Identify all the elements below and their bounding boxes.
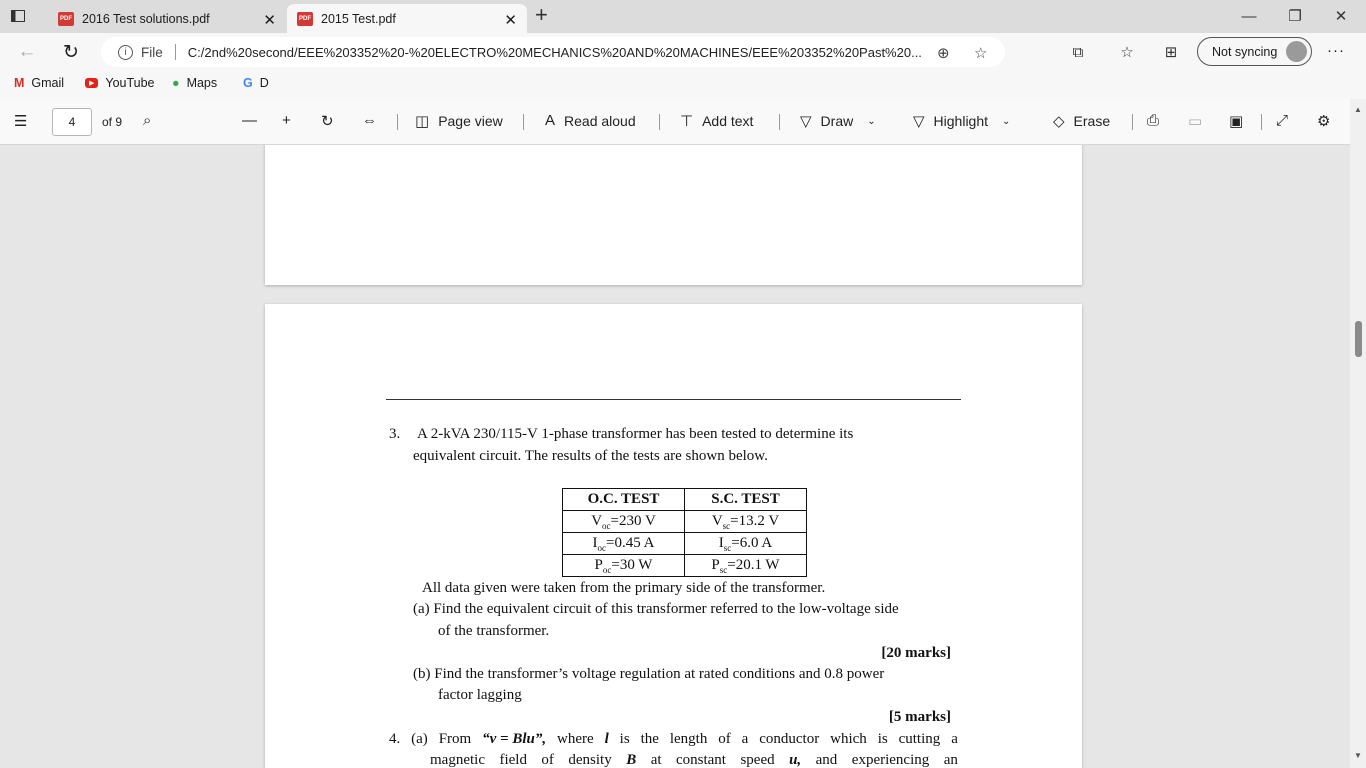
print-icon[interactable]: ⎙ <box>1147 112 1160 129</box>
tab-actions-icon[interactable] <box>8 6 28 26</box>
address-bar <box>0 33 1366 71</box>
more-options-icon[interactable]: ··· <box>1327 42 1345 59</box>
minimize-button[interactable]: — <box>1241 7 1257 25</box>
draw-label: Draw <box>820 113 854 129</box>
cell-value: =20.1 W <box>727 556 780 573</box>
maps-pin-icon: ● <box>172 76 180 90</box>
table-cell <box>685 511 807 533</box>
table-cell <box>563 555 685 577</box>
word: 4. <box>389 731 401 747</box>
data-note: All data given were taken from the primary side of the transformer. <box>422 580 826 596</box>
scroll-down-icon[interactable]: ▼ <box>1354 751 1362 760</box>
page-view-label: Page view <box>438 113 503 129</box>
word: the <box>640 731 659 747</box>
bookmark-label: D <box>259 76 269 90</box>
word: From <box>438 731 472 747</box>
word: (a) <box>411 731 428 747</box>
question-4-line2 <box>430 752 958 768</box>
divider <box>523 114 524 130</box>
word: cutting <box>898 731 941 747</box>
highlight-label: Highlight <box>933 113 989 129</box>
page-total: of 9 <box>102 115 123 129</box>
highlight-button[interactable] <box>913 112 1010 130</box>
word: at <box>650 752 662 768</box>
google-icon: G <box>243 76 253 90</box>
pdf-icon: PDF <box>58 12 74 26</box>
add-favorite-icon[interactable]: ☆ <box>974 45 988 62</box>
word: is <box>619 731 630 747</box>
word: u, <box>789 752 802 768</box>
word: “v = Blu”, <box>482 731 547 747</box>
part-a-text: (a) Find the equivalent circuit of this transformer referred to the low-voltage side <box>413 601 899 617</box>
bookmark-gmail[interactable] <box>14 76 64 90</box>
cell-subscript: oc <box>602 520 611 531</box>
info-icon[interactable]: i <box>118 45 133 60</box>
word: conductor <box>759 731 820 747</box>
collections-icon[interactable]: ⊞ <box>1164 44 1178 61</box>
question-4-line1 <box>389 731 958 748</box>
scheme-label: File <box>141 44 163 60</box>
table-header: O.C. TEST <box>563 489 685 511</box>
vertical-scrollbar[interactable] <box>1350 99 1366 768</box>
word: which <box>830 731 867 747</box>
scroll-up-icon[interactable]: ▲ <box>1354 105 1362 114</box>
cell-symbol: V <box>711 512 723 529</box>
extensions-icon[interactable]: ⧉ <box>1072 43 1084 61</box>
add-text-label: Add text <box>702 113 754 129</box>
pdf-page-current <box>265 304 1082 768</box>
restore-button[interactable]: ❐ <box>1288 8 1302 25</box>
word: an <box>943 752 958 768</box>
tab-bar <box>0 0 1366 33</box>
pdf-viewer[interactable] <box>0 145 1366 768</box>
cell-symbol: P <box>594 556 603 573</box>
close-tab-icon[interactable]: ✕ <box>504 12 517 29</box>
cell-symbol: P <box>711 556 720 573</box>
question-number: 3. <box>389 426 401 442</box>
part-b-text: factor lagging <box>438 687 522 703</box>
url-field[interactable] <box>101 37 1005 67</box>
cell-subscript: oc <box>602 564 612 575</box>
rotate-icon[interactable]: ↻ <box>321 113 334 130</box>
avatar <box>1286 41 1307 62</box>
tab-title: 2015 Test.pdf <box>321 11 396 26</box>
cell-value: =6.0 A <box>731 534 773 551</box>
bookmark-maps[interactable] <box>172 76 217 90</box>
part-a-marks: [20 marks] <box>881 645 951 661</box>
word: a <box>951 731 958 747</box>
question-text: A 2-kVA 230/115-V 1-phase transformer has been tested to determine its <box>417 426 854 442</box>
close-window-button[interactable]: ✕ <box>1334 8 1348 25</box>
save-icon[interactable]: ▭ <box>1188 113 1203 130</box>
word: is <box>877 731 888 747</box>
part-b-text: (b) Find the transformer’s voltage regulation at rated conditions and 0.8 power <box>413 666 885 682</box>
bookmark-d[interactable] <box>243 76 269 90</box>
bookmarks-bar <box>0 71 1366 99</box>
tab-title: 2016 Test solutions.pdf <box>82 11 210 26</box>
word: speed <box>740 752 775 768</box>
read-aloud-icon: A <box>545 112 556 129</box>
find-icon[interactable]: ⌕ <box>143 112 152 129</box>
draw-icon: ▽ <box>800 113 812 130</box>
word: constant <box>675 752 726 768</box>
page-view-icon: ◫ <box>415 113 430 130</box>
table-cell <box>685 555 807 577</box>
favorites-icon[interactable]: ☆ <box>1120 44 1134 61</box>
new-tab-button[interactable]: + <box>535 2 548 27</box>
divider <box>779 114 780 130</box>
read-aloud-button[interactable] <box>545 112 636 129</box>
eraser-icon: ◇ <box>1053 113 1065 130</box>
cell-subscript: sc <box>719 564 728 575</box>
word: field <box>499 752 527 768</box>
draw-button[interactable] <box>800 112 876 130</box>
cell-symbol: V <box>591 512 603 529</box>
test-results-table <box>562 488 807 577</box>
divider <box>659 114 660 130</box>
word: and <box>815 752 838 768</box>
refresh-button[interactable]: ↻ <box>63 41 79 63</box>
cell-value: =30 W <box>611 556 653 573</box>
part-a-text: of the transformer. <box>438 623 550 639</box>
back-button[interactable]: ← <box>17 41 37 62</box>
zoom-icon[interactable]: ⊕ <box>937 45 950 62</box>
chevron-down-icon[interactable]: ⌄ <box>867 115 876 127</box>
bookmark-label: YouTube <box>105 76 155 90</box>
close-tab-icon[interactable]: ✕ <box>263 12 276 29</box>
word: where <box>557 731 594 747</box>
word: of <box>718 731 731 747</box>
add-text-button[interactable] <box>680 112 753 130</box>
word: l <box>604 731 609 747</box>
profile-sync-button[interactable] <box>1197 37 1312 66</box>
add-text-icon: ⊤ <box>680 113 694 130</box>
bookmark-youtube[interactable] <box>85 76 155 90</box>
word: of <box>541 752 554 768</box>
cell-subscript: sc <box>723 542 732 553</box>
zoom-out-button[interactable]: — <box>242 112 257 129</box>
zoom-in-button[interactable]: + <box>282 112 291 129</box>
pdf-page-previous <box>265 145 1082 285</box>
table-cell <box>685 533 807 555</box>
table-header: S.C. TEST <box>685 489 807 511</box>
bookmark-label: Maps <box>186 76 218 90</box>
settings-gear-icon[interactable]: ⚙ <box>1317 113 1331 130</box>
question-text: equivalent circuit. The results of the tests are shown below. <box>413 448 768 464</box>
highlight-icon: ▽ <box>913 113 925 130</box>
table-cell <box>563 533 685 555</box>
cell-subscript: oc <box>597 542 607 553</box>
word: experiencing <box>851 752 930 768</box>
cell-value: =230 V <box>610 512 656 529</box>
divider <box>1261 114 1262 130</box>
cell-value: =0.45 A <box>606 534 655 551</box>
erase-label: Erase <box>1073 113 1111 129</box>
cell-symbol: I <box>718 534 724 551</box>
cell-value: =13.2 V <box>730 512 780 529</box>
chevron-down-icon[interactable]: ⌄ <box>1002 115 1011 127</box>
word: B <box>626 752 637 768</box>
cell-symbol: I <box>592 534 598 551</box>
divider <box>397 114 398 130</box>
erase-button[interactable] <box>1053 112 1110 130</box>
fit-to-width-icon[interactable]: ⇔ <box>362 112 377 129</box>
word: a <box>741 731 749 747</box>
cell-subscript: sc <box>722 520 731 531</box>
word: magnetic <box>430 752 485 768</box>
fullscreen-icon[interactable]: ⤢ <box>1276 112 1289 129</box>
table-cell <box>563 511 685 533</box>
word: density <box>568 752 612 768</box>
part-b-marks: [5 marks] <box>888 709 951 725</box>
bookmark-label: Gmail <box>31 76 65 90</box>
url-text[interactable]: C:/2nd%20second/EEE%203352%20-%20ELECTRO%20MECHANICS%20AND%20MACHINES/EEE%203352%20Past%20... <box>187 44 922 60</box>
pdf-icon: PDF <box>297 12 313 26</box>
read-aloud-label: Read aloud <box>564 112 636 129</box>
sync-label: Not syncing <box>1212 44 1278 59</box>
page-number-input[interactable]: 4 <box>52 108 92 136</box>
divider <box>1132 114 1133 130</box>
header-rule <box>386 399 961 400</box>
gmail-icon: M <box>14 76 25 90</box>
scrollbar-thumb[interactable] <box>1355 321 1362 357</box>
tab-2016-test-solutions[interactable] <box>48 4 286 33</box>
divider <box>175 44 176 60</box>
table-of-contents-icon[interactable]: ☰ <box>14 113 28 130</box>
word: length <box>669 731 708 747</box>
youtube-icon: ▶ <box>85 78 98 88</box>
pdf-toolbar <box>0 99 1366 145</box>
page-view-button[interactable] <box>415 112 503 130</box>
save-as-icon[interactable]: ▣ <box>1229 113 1244 130</box>
tab-2015-test[interactable] <box>287 4 527 33</box>
